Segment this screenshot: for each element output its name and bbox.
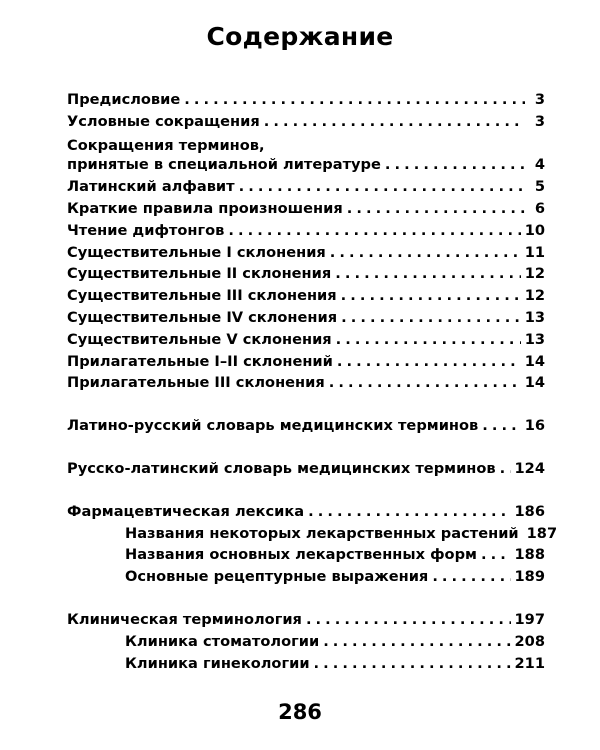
dot-leader <box>323 633 510 650</box>
toc-subentry[interactable] <box>67 568 545 590</box>
page-title: Содержание <box>206 22 394 51</box>
toc-entry-label: Существительные III склонения <box>67 287 337 305</box>
toc-entry-page: 188 <box>514 546 545 564</box>
toc-entry-label: Предисловие <box>67 91 181 108</box>
dot-leader <box>347 200 525 217</box>
dot-leader <box>432 568 510 585</box>
toc-entry-page: 12 <box>524 287 545 305</box>
toc-entry-label: Латино-русский словарь медицинских терминов <box>67 417 479 435</box>
toc-entry[interactable] <box>67 460 545 482</box>
toc-entry[interactable] <box>67 178 545 200</box>
toc-entry-page: 14 <box>524 374 545 392</box>
dot-leader <box>482 417 520 434</box>
toc-entry-label: Существительные IV склонения <box>67 308 338 326</box>
dot-leader <box>335 265 520 282</box>
toc-entry-page: 14 <box>524 352 545 370</box>
toc-entry[interactable] <box>67 374 545 396</box>
toc-entry-page: 3 <box>534 91 545 108</box>
toc-entry[interactable] <box>67 113 545 135</box>
dot-leader <box>308 503 510 520</box>
toc-subentry[interactable] <box>67 655 545 677</box>
toc-entry-label: Существительные I склонения <box>67 243 326 261</box>
toc-entry-label: Прилагательные I–II склонений <box>67 352 333 370</box>
dot-leader <box>500 460 511 477</box>
dot-leader <box>306 611 511 628</box>
toc-subentry[interactable] <box>67 546 545 568</box>
toc-entry-page: 187 <box>526 524 558 542</box>
toc-entry[interactable] <box>67 265 545 287</box>
toc-subentry[interactable] <box>67 633 545 655</box>
toc-entry[interactable] <box>67 503 545 525</box>
toc-entry[interactable] <box>67 331 545 353</box>
toc-entry-label: Клиника гинекологии <box>125 654 310 672</box>
toc-entry[interactable] <box>67 200 545 222</box>
toc-entry-label: Названия основных лекарственных форм <box>125 546 477 564</box>
toc-entry-page: 211 <box>514 654 545 672</box>
toc-entry[interactable] <box>67 417 545 439</box>
toc-entry-label: Латинский алфавит <box>67 178 235 196</box>
toc-entry-page: 4 <box>534 156 545 174</box>
toc-entry-page: 5 <box>534 178 545 196</box>
toc-entry[interactable] <box>67 156 545 178</box>
group-spacer <box>67 590 545 611</box>
toc-entry-label: Русско-латинский словарь медицинских терминов <box>67 459 496 477</box>
toc-entry-page: 13 <box>524 330 545 348</box>
toc-entry-label: Существительные II склонения <box>67 265 332 283</box>
toc-entry-page: 124 <box>514 459 545 477</box>
toc-entry-label: Названия некоторых лекарственных растений <box>125 524 519 542</box>
toc-entry[interactable] <box>67 309 545 331</box>
dot-leader <box>228 222 520 239</box>
toc-entry-page: 16 <box>524 417 545 435</box>
toc-entry-page: 12 <box>524 265 545 283</box>
toc-entry-page: 189 <box>514 568 545 586</box>
dot-leader <box>337 353 521 370</box>
toc-entry-label: Условные сокращения <box>67 112 260 130</box>
dot-leader <box>481 546 511 563</box>
toc-entry-page: 186 <box>514 502 545 520</box>
toc-entry-page: 208 <box>514 632 545 650</box>
toc-entry[interactable] <box>67 287 545 309</box>
toc-entry-page: 10 <box>524 221 545 239</box>
toc-entry-page: 197 <box>514 610 545 628</box>
toc-entry-label: Фармацевтическая лексика <box>67 502 305 520</box>
dot-leader <box>184 91 525 108</box>
toc-entry[interactable] <box>67 91 545 113</box>
page-number: 286 <box>278 700 322 724</box>
toc-entry-page: 3 <box>534 112 545 130</box>
toc-entry-page: 6 <box>534 199 545 217</box>
dot-leader <box>330 244 521 261</box>
group-spacer <box>67 482 545 503</box>
dot-leader <box>314 655 511 672</box>
dot-leader <box>341 287 521 304</box>
toc-entry-label: Краткие правила произношения <box>67 199 343 217</box>
group-spacer <box>67 439 545 460</box>
dot-leader <box>329 374 521 391</box>
toc-entry-page: 13 <box>524 308 545 326</box>
dot-leader <box>336 331 521 348</box>
toc-entry-label: принятые в специальной литературе <box>67 156 381 174</box>
toc-entry[interactable] <box>67 244 545 266</box>
toc-entry[interactable] <box>67 353 545 375</box>
group-spacer <box>67 396 545 417</box>
toc-entry-label: Прилагательные III склонения <box>67 374 325 392</box>
toc-entry-label-line1[interactable]: Сокращения терминов, <box>67 136 265 154</box>
toc-entry-label: Чтение дифтонгов <box>67 221 225 239</box>
table-of-contents <box>67 91 558 676</box>
dot-leader <box>385 156 525 173</box>
toc-subentry[interactable] <box>67 524 558 547</box>
dot-leader <box>239 178 525 195</box>
toc-entry-label: Основные рецептурные выражения <box>125 568 429 586</box>
toc-entry-label: Существительные V склонения <box>67 330 332 348</box>
toc-entry-label: Клиническая терминология <box>67 610 302 628</box>
dot-leader <box>341 309 521 326</box>
toc-entry[interactable] <box>67 611 545 633</box>
toc-entry-page: 11 <box>524 243 545 261</box>
toc-entry[interactable] <box>67 222 545 244</box>
toc-entry-label: Клиника стоматологии <box>125 632 320 650</box>
dot-leader <box>264 113 525 130</box>
